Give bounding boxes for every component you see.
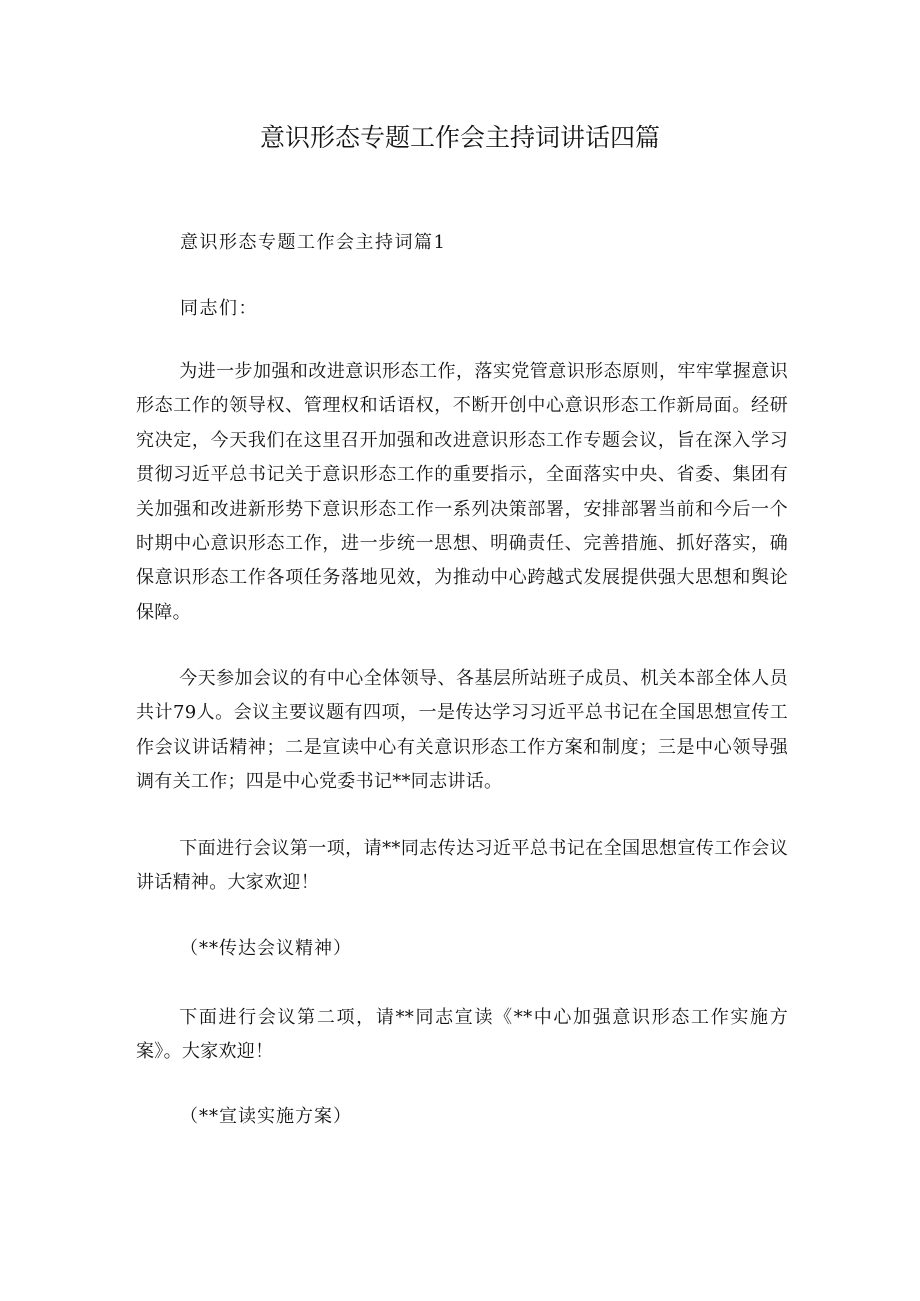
salutation: 同志们： bbox=[180, 298, 258, 319]
document-title: 意识形态专题工作会主持词讲话四篇 bbox=[259, 123, 660, 152]
paragraph-agenda-item-1: 下面进行会议第一项，请**同志传达习近平总书记在全国思想宣传工作会议讲话精神。大家欢迎！ bbox=[136, 838, 788, 894]
paragraph-opening: 为进一步加强和改进意识形态工作，落实党管意识形态原则，牢牢掌握意识形态工作的领导权、管理权和话语权，不断开创中心意识形态工作新局面。经研究决定，今天我们在这里召开加强和改进意识形态工作专题会议，旨在深入学习贯彻习近平总书记关于意识形态工作的重要指示，全面落实中央、省委、集团有关加强和改进新形势下意识形态工作一系列决策部署，安排部署当前和今后一个时期中心意识形态工作，进一步统一思想、明确责任、完善措施、抓好落实，确保意识形态工作各项任务落地见效，为推动中心跨越式发展提供强大思想和舆论保障。 bbox=[136, 361, 788, 623]
section-heading: 意识形态专题工作会主持词篇1 bbox=[180, 232, 447, 253]
paragraph-agenda-item-2: 下面进行会议第二项，请**同志宣读《**中心加强意识形态工作实施方案》。大家欢迎！ bbox=[136, 1007, 788, 1063]
paragraph-attendees-agenda: 今天参加会议的有中心全体领导、各基层所站班子成员、机关本部全体人员共计79人。会议主要议题有四项，一是传达学习习近平总书记在全国思想宣传工作会议讲话精神；二是宣读中心有关意识形态工作方案和制度；三是中心领导强调有关工作；四是中心党委书记**同志讲话。 bbox=[136, 668, 788, 793]
stage-note-1: （**传达会议精神） bbox=[180, 938, 352, 959]
stage-note-2: （**宣读实施方案） bbox=[180, 1106, 352, 1127]
